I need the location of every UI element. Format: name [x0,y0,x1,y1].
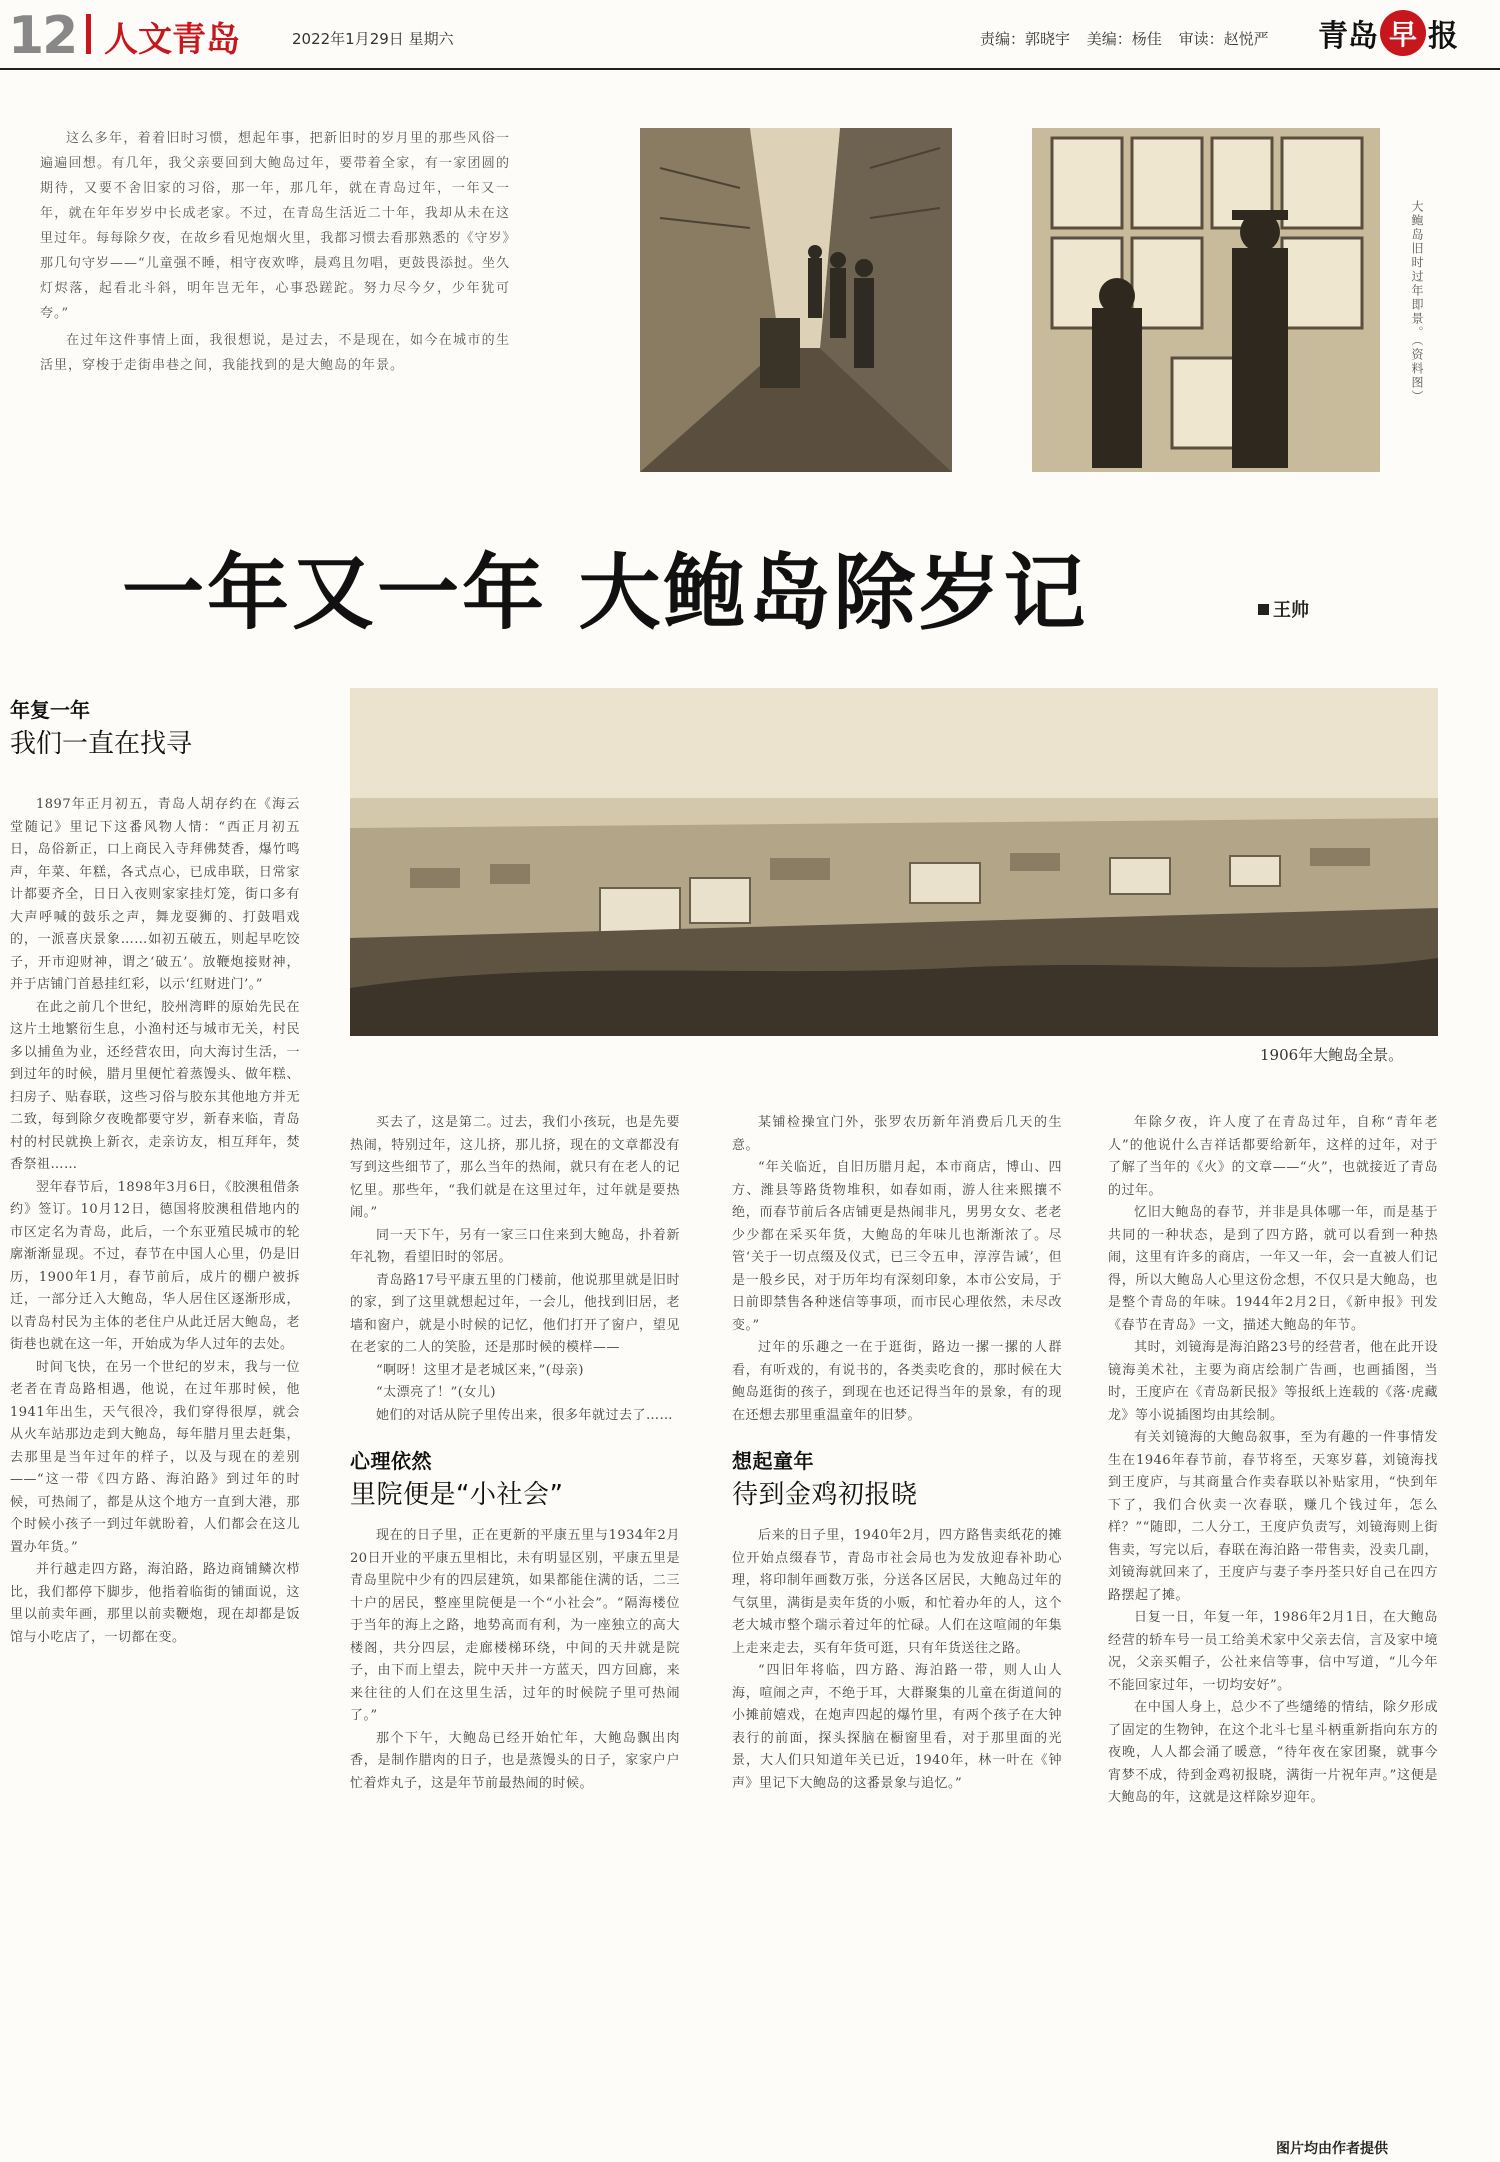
logo-text-suffix: 报 [1428,19,1458,54]
body-paragraph: 在此之前几个世纪，胶州湾畔的原始先民在这片土地繁衍生息，小渔村还与城市无关，村民多以捕鱼为业，还经营农田，向大海讨生活，一到过年的时候，腊月里便忙着蒸馒头、做年糕、扫房子、贴春联，这些习俗与胶东其他地方并无二致，每到除夕夜晚都要守岁，新春来临，青岛村的村民就换上新衣，走亲访友，相互拜年，焚香祭祖…… [10,999,300,1172]
article-column-4 [1108,1112,1438,1810]
intro-paragraph: 在过年这件事情上面，我很想说，是过去，不是现在，如今在城市的生活里，穿梭于走街串巷之间，我能找到的是大鲍岛的年景。 [40,333,510,373]
section-title: 我们一直在找寻 [10,729,193,759]
body-paragraph: 有关刘镜海的大鲍岛叙事，至为有趣的一件事情发生在1946年春节前，春节将至，天寒岁暮，刘镜海找到王度庐，与其商量合作卖春联以补贴家用，“快到年下了，我们合伙卖一次春联，赚几个钱过年，怎么样？”“随即，二人分工，王度庐负责写，刘镜海则上街售卖，写完以后，春联在海泊路一带售卖，没卖几副，刘镜海就回来了，王度庐与妻子李丹荃只好自己在四方路摆起了摊。 [1108,1430,1438,1603]
body-paragraph: 某铺检操宜门外，张罗农历新年消费后几天的生意。 [732,1115,1062,1153]
logo-icon: 早 [1380,10,1426,56]
body-paragraph: 在中国人身上，总少不了些缱绻的情结，除夕形成了固定的生物钟，在这个北斗七星斗柄重新指向东方的夜晚，人人都会涌了暖意，“待年夜在家团聚，就事今宵梦不成，待到金鸡初报晓，满街一片祝年声。”这便是大鲍岛的年，这就是这样除岁迎年。 [1108,1700,1438,1805]
editor-credits [980,28,1281,49]
body-paragraph: 时间飞快，在另一个世纪的岁末，我与一位老者在青岛路相遇，他说，在过年那时候，他1941年出生，天气很冷，我们穿得很厚，就会从火车站那边走到大鲍岛，每年腊月里去赶集，去那里是当年过年的样子，以及与现在的差别——“这一带《四方路、海泊路》到过年的时候，可热闹了，都是从这个地方一直到大港，那个时候小孩子一到过年就盼着，人们都会在这儿置办年货。” [10,1359,300,1555]
body-paragraph: 那个下午，大鲍岛已经开始忙年，大鲍岛飘出肉香，是制作腊肉的日子，也是蒸馒头的日子，家家户户忙着炸丸子，这是年节前最热闹的时候。 [350,1730,680,1791]
credit-designer: 美编：杨佳 [1086,30,1162,48]
article-column-1 [10,794,300,1649]
logo-text: 青岛 [1318,19,1378,54]
body-paragraph: 现在的日子里，正在更新的平康五里与1934年2月20日开业的平康五里相比，未有明显区别，平康五里是青岛里院中少有的四层建筑，如果都能住满的话，二三十户的居民，整座里院便是一个“小社会”。“隔海楼位于当年的海上之路，地势高而有利，为一座独立的高大楼阁，共分四层，走廊楼梯环绕，中间的天井就是院子，由下而上望去，院中天井一方蓝天，四方回廊，来来往往的人们在这里生活，过年的时候院子里可热闹了。” [350,1528,680,1723]
body-paragraph: 忆旧大鲍岛的春节，并非是具体哪一年，而是基于共同的一种状态，是到了四方路，就可以看到一种热闹，这里有许多的商店，一年又一年，会一直被人们记得，所以大鲍岛人心里这份念想，不仅只是大鲍岛，也是整个青岛的年味。1944年2月2日，《新申报》刊发《春节在青岛》一文，描述大鲍岛的年节。 [1108,1205,1438,1333]
page-number: 12 [8,6,77,66]
section-marker [86,14,91,54]
intro-text [40,126,510,380]
newspaper-logo [1318,10,1458,56]
body-paragraph: 1897年正月初五，青岛人胡存约在《海云堂随记》里记下这番风物人情：“西正月初五日，岛俗新正，口上商民入寺拜佛焚香，爆竹鸣声，年菜、年糕，各式点心，已成串联，日常家计都要齐全，日日入夜则家家挂灯笼，街口多有大声呼喊的鼓乐之声，舞龙耍狮的、打鼓唱戏的，一派喜庆景象……如初五破五，则起早吃饺子，开市迎财神，谓之‘破五’。放鞭炮接财神，并于店铺门首悬挂红彩，以示‘红财进门’。” [10,797,300,992]
body-paragraph: 后来的日子里，1940年2月，四方路售卖纸花的摊位开始点缀春节，青岛市社会局也为发放迎春补助心理，将印制年画数万张，分送各区居民，大鲍岛过年的气氛里，满街是卖年货的小贩，和忙着办年的人，这个老大城市整个瑞示着过年的忙碌。人们在这喧闹的年集上走来走去，买有年货可逛，只有年货送往之路。 [732,1528,1062,1656]
body-paragraph: “啊呀！这里才是老城区来，”(母亲) [376,1362,584,1378]
body-paragraph: 翌年春节后，1898年3月6日，《胶澳租借条约》签订。10月12日，德国将胶澳租借地内的市区定名为青岛，此后，一个东亚殖民城市的轮廓渐渐显现。不过，春节在中国人心里，仍是旧历，1900年1月，春节前后，成片的棚户被拆迁，一部分迁入大鲍岛，华人居住区逐渐形成，以青岛村民为主体的老住户从此迁居大鲍岛，老街巷也就在这一年，开始成为华人过年的去处。 [10,1179,300,1352]
section-heading [350,1445,680,1511]
photo-caption-vertical: 大鲍岛旧时过年即景。（资料图） [1410,200,1424,404]
masthead [0,0,1500,70]
section-kicker: 年复一年 [10,698,90,722]
byline-square-icon [1258,604,1269,615]
intro-paragraph: 这么多年，着着旧时习惯，想起年事，把新旧时的岁月里的那些风俗一遍遍回想。有几年，我父亲要回到大鲍岛过年，要带着全家，有一家团圆的期待，又要不舍旧家的习俗，那一年，那几年，就在青岛过年，一年又一年，就在年年岁岁中长成老家。不过，在青岛生活近二十年，我却从未在这里过年。每每除夕夜，在故乡看见炮烟火里，我都习惯去看那熟悉的《守岁》那几句守岁——“儿童强不睡，相守夜欢哗，晨鸡且勿唱，更鼓畏添挝。坐久灯烬落，起看北斗斜，明年岂无年，心事恐蹉跎。努力尽今夕，少年犹可夸。” [40,131,510,321]
body-paragraph: 买去了，这是第二。过去，我们小孩玩，也是先要热闹，特别过年，这儿挤，那儿挤，现在的文章都没有写到这些细节了，那么当年的热闹，就只有在老人的记忆里。那些年，“我们就是在这里过年，过年就是要热闹。” [350,1115,680,1220]
body-paragraph: 年除夕夜，许人度了在青岛过年，自称“青年老人”的他说什么吉祥话都要给新年，这样的过年，对于了解了当年的《火》的文章——“火”，也就接近了青岛的过年。 [1108,1115,1438,1198]
author-name: 王帅 [1273,600,1309,621]
article-column-2 [350,1112,680,1795]
section-heading [10,694,192,768]
body-paragraph: 其时，刘镜海是海泊路23号的经营者，他在此开设镜海美术社，主要为商店绘制广告画，也画插图，当时，王度庐在《青岛新民报》等报纸上连载的《落·虎藏龙》等小说插图均由其绘制。 [1108,1340,1438,1423]
panorama-photo [350,688,1438,1036]
body-paragraph: “四旧年将临，四方路、海泊路一带，则人山人海，喧闹之声，不绝于耳，大群聚集的儿童在街道间的小摊前嬉戏，在炮声四起的爆竹里，有两个孩子在大钟表行的前面，探头探脑在橱窗里看，对于那里面的光景，大人们只知道年关已近，1940年，林一叶在《钟声》里记下大鲍岛的这番景象与追忆。” [732,1663,1062,1791]
body-paragraph: 青岛路17号平康五里的门楼前，他说那里就是旧时的家，到了这里就想起过年，一会儿，他找到旧居，老墙和窗户，就是小时候的记忆，他们打开了窗户，望见在老家的二人的笑脸，还是那时候的模样—— [350,1272,680,1355]
credit-proofreader: 审读：赵悦严 [1178,30,1269,48]
body-paragraph: “太漂亮了！”(女儿) [376,1385,496,1400]
body-paragraph: 她们的对话从院子里传出来，很多年就过去了…… [376,1407,674,1423]
street-scene-photo [640,128,952,472]
headline: 一年又一年 大鲍岛除岁记 [122,546,1089,641]
byline [1258,596,1309,622]
section-title: 待到金鸡初报晓 [732,1480,918,1510]
body-paragraph: “年关临近，自旧历腊月起，本市商店，博山、四方、潍县等路货物堆积，如春如雨，游人往来熙攘不绝，而春节前后各店铺更是热闹非凡，男男女女、老老少少都在采买年货，大鲍岛的年味儿也渐渐浓了。尽管‘关于一切点缀及仪式，已三令五申，淳淳告诫’，但是一般乡民，对于历年均有深刻印象，本市公安局，于日前即禁售各种迷信等事项，而市民心理依然，未尽改变。” [732,1160,1062,1333]
photo-credit: 图片均由作者提供 [1276,2141,1388,2157]
body-paragraph: 日复一日，年复一年，1986年2月1日，在大鲍岛经营的轿车号一员工给美术家中父亲去信，言及家中境况，父亲买帽子，公社来信等事，信中写道，“儿今年不能回家过年，一切均安好”。 [1108,1610,1438,1693]
new-year-picture-stall-photo [1032,128,1380,472]
section-kicker: 想起童年 [732,1449,814,1473]
panorama-caption: 1906年大鲍岛全景。 [1260,1046,1404,1064]
credit-editor: 责编：郭晓宇 [980,30,1071,48]
issue-date: 2022年1月29日 星期六 [292,30,454,48]
section-name: 人文青岛 [104,20,240,60]
body-paragraph: 并行越走四方路，海泊路，路边商铺鳞次栉比，我们都停下脚步，他指着临街的铺面说，这里以前卖年画，那里以前卖鞭炮，现在却都是饭馆与小吃店了，一切都在变。 [10,1562,300,1645]
body-paragraph: 同一天下午，另有一家三口住来到大鲍岛，扑着新年礼物，看望旧时的邻居。 [350,1227,680,1265]
body-paragraph: 过年的乐趣之一在于逛街，路边一摞一摞的人群看，有听戏的，有说书的，各类卖吃食的，那时候在大鲍岛逛街的孩子，到现在也还记得当年的景象，有的现在还想去那里重温童年的旧梦。 [732,1340,1062,1423]
section-heading [732,1445,1062,1511]
section-title: 里院便是“小社会” [350,1480,564,1510]
article-column-3 [732,1112,1062,1795]
section-kicker: 心理依然 [350,1449,432,1473]
